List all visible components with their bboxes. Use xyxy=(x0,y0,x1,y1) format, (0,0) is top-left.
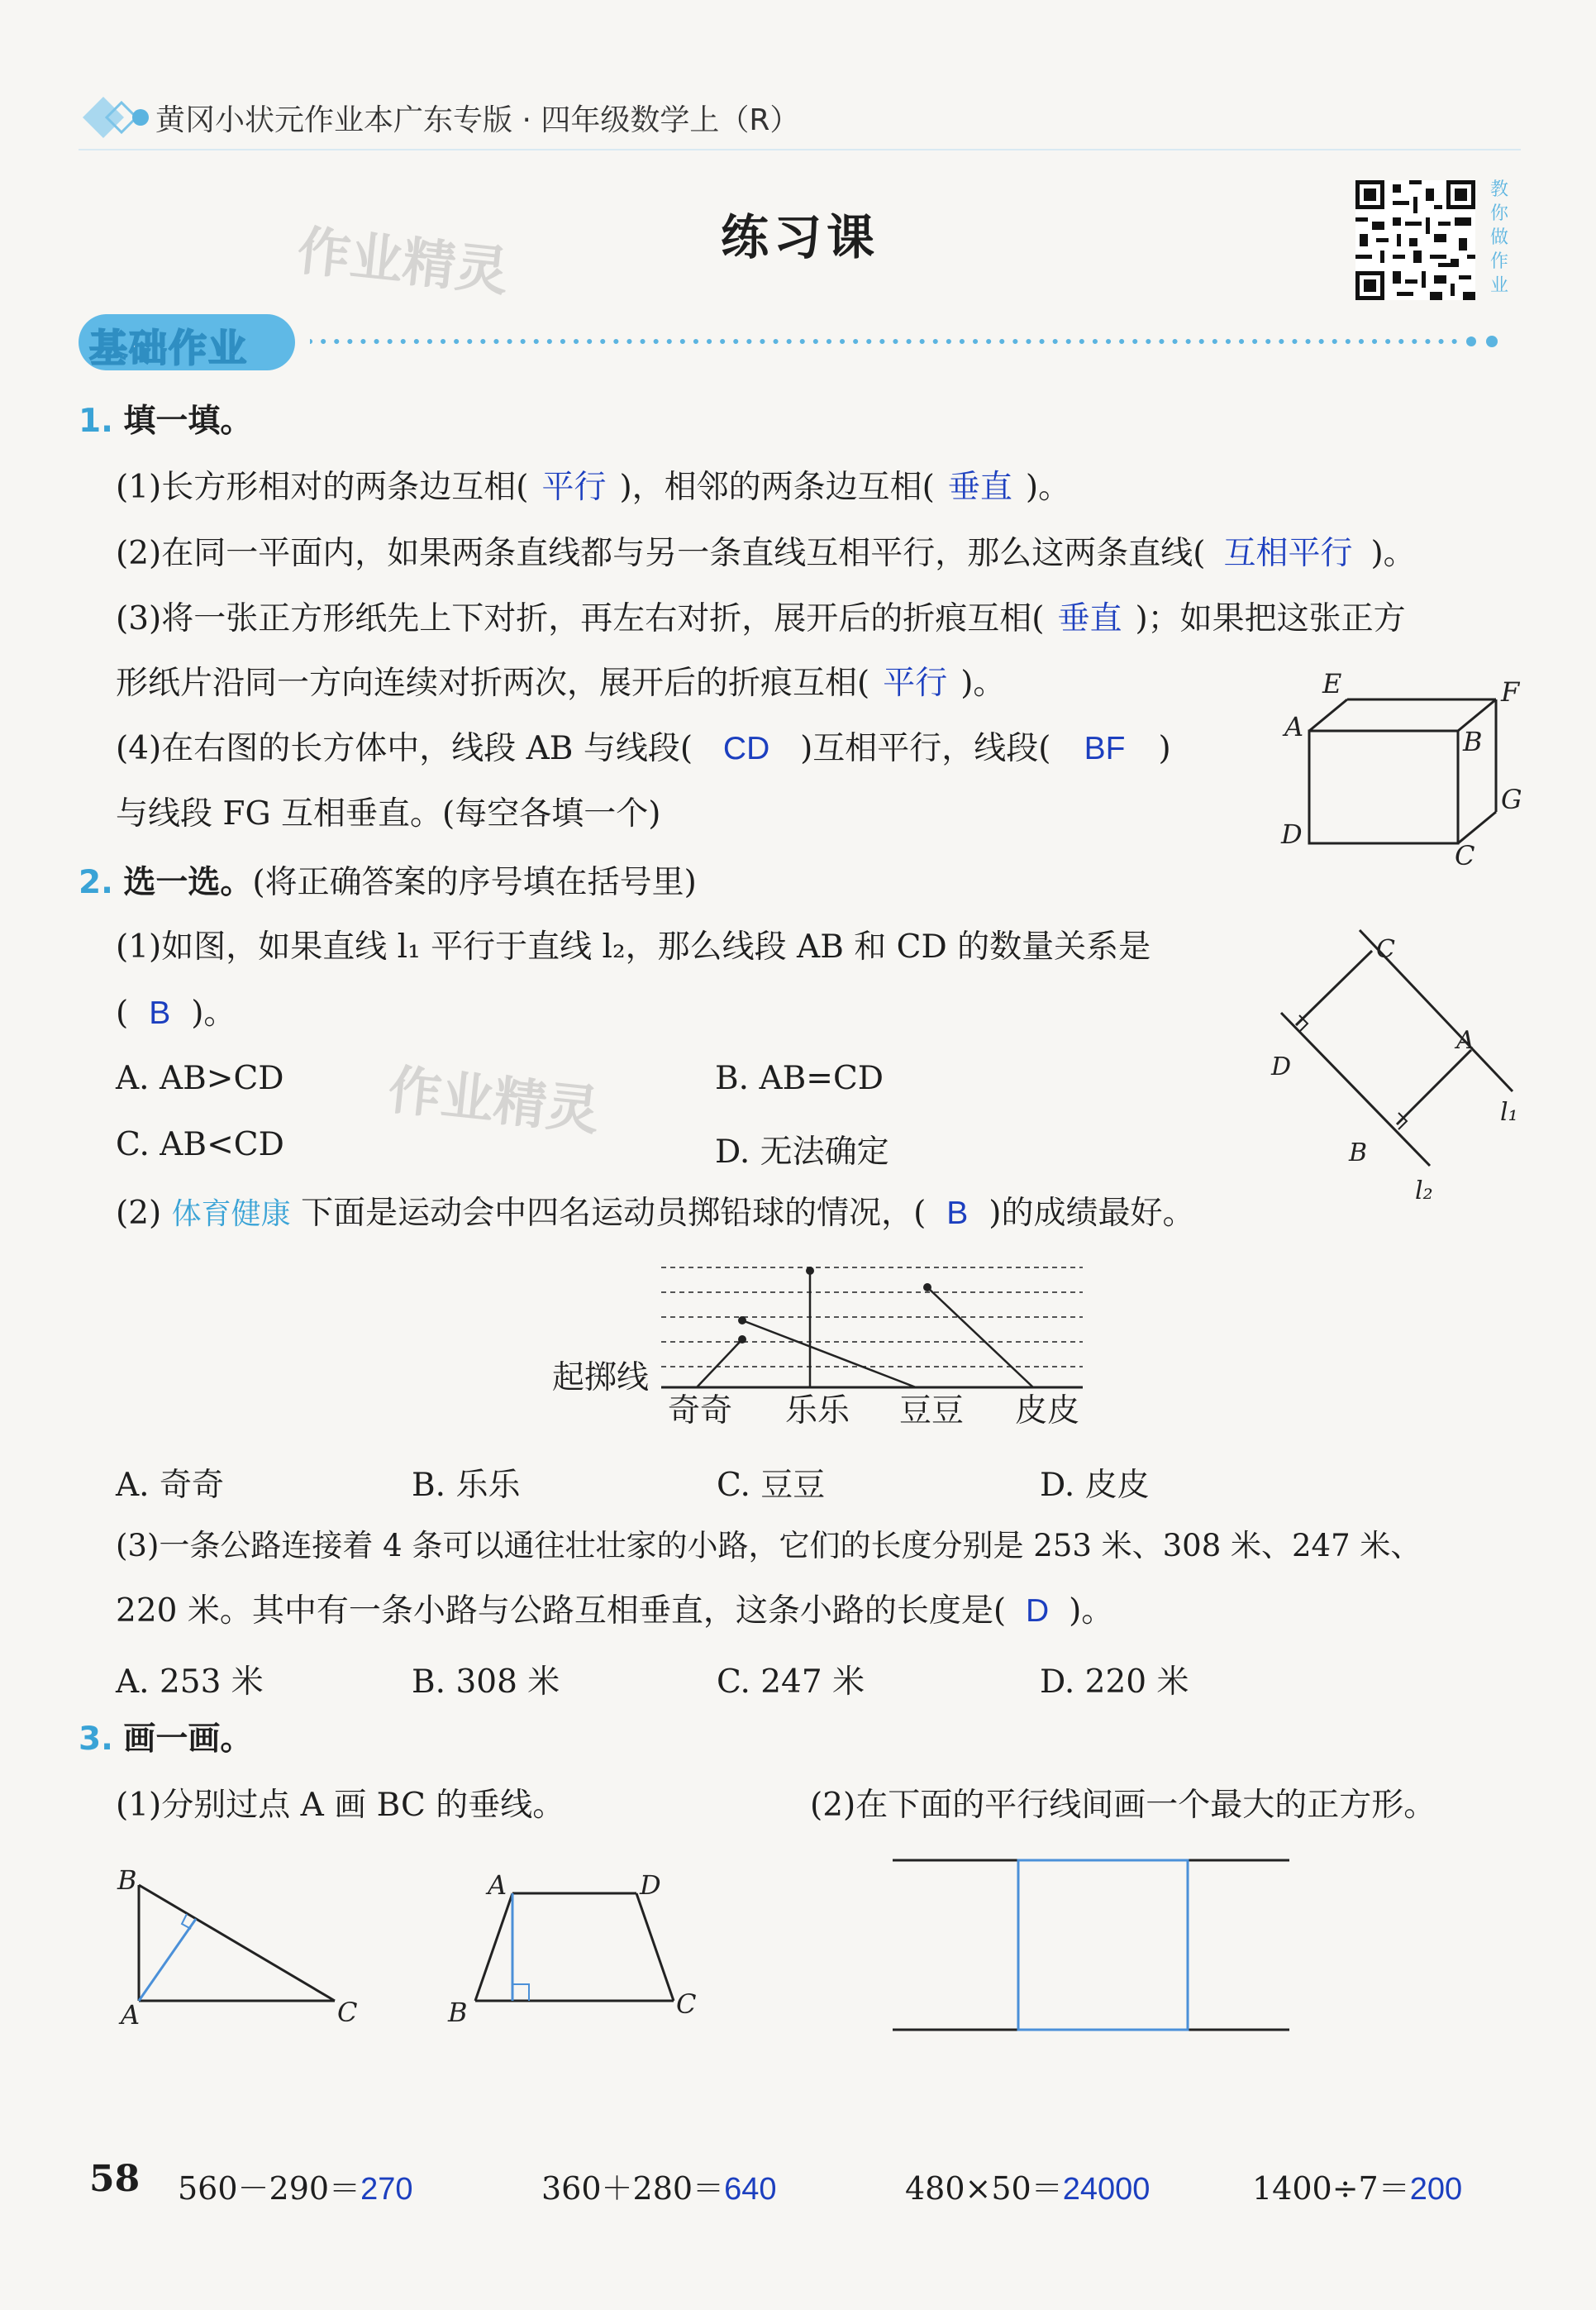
q1-p4: (4)在右图的长方体中，线段 AB 与线段( CD )互相平行，线段( BF ) xyxy=(116,730,1171,767)
athlete-qiqi: 奇奇 xyxy=(668,1392,733,1429)
calc-2: 360＋280＝640 xyxy=(541,2170,777,2207)
q2-p1-option-b[interactable]: B. AB=CD xyxy=(715,1060,884,1097)
q1-p1-answer-1[interactable]: 平行 xyxy=(541,470,607,505)
trap-label-C: C xyxy=(676,1988,697,2020)
page-title: 练习课 xyxy=(721,209,880,265)
triangle-figure[interactable] xyxy=(107,1864,372,2030)
calc-2-answer: 640 xyxy=(724,2172,777,2207)
calc-1-answer: 270 xyxy=(360,2172,413,2207)
q1-p3-answer-1[interactable]: 垂直 xyxy=(1057,601,1122,637)
q3-p1: (1)分别过点 A 画 BC 的垂线。 xyxy=(116,1787,565,1824)
q2-p3-option-b[interactable]: B. 308 米 xyxy=(412,1663,560,1701)
q2-p2-answer[interactable]: B xyxy=(946,1196,969,1231)
q2-p1: (1)如图，如果直线 l₁ 平行于直线 l₂，那么线段 AB 和 CD 的数量关系是 xyxy=(116,928,1151,966)
cuboid-label-E: E xyxy=(1322,668,1342,699)
q2-heading xyxy=(79,863,697,903)
section-badge-label: 基础作业 xyxy=(89,326,248,370)
header-divider xyxy=(79,149,1521,150)
q1-p3b: 形纸片沿同一方向连续对折两次，展开后的折痕互相( 平行 )。 xyxy=(116,665,1006,702)
calc-4: 1400÷7＝200 xyxy=(1252,2170,1463,2207)
q2-p2-option-b[interactable]: B. 乐乐 xyxy=(412,1467,521,1504)
q1-p2-answer[interactable]: 互相平行 xyxy=(1223,536,1353,571)
header-series: 黄冈小状元作业本广东专版 · 四年级数学上（R） xyxy=(155,103,800,137)
q2-p2-option-d[interactable]: D. 皮皮 xyxy=(1040,1467,1150,1504)
athlete-pipi: 皮皮 xyxy=(1015,1392,1080,1429)
fig1-label-l1: l₁ xyxy=(1500,1098,1518,1127)
q2-number: 2. xyxy=(79,864,113,901)
q1-p3-answer-2[interactable]: 平行 xyxy=(883,666,948,701)
tri-label-A: A xyxy=(121,1999,141,2030)
q1-p4-answer-2[interactable]: BF xyxy=(1084,731,1126,766)
q1-heading xyxy=(79,402,252,441)
fig1-label-D: D xyxy=(1271,1052,1292,1081)
q2-p3-line1: (3)一条公路连接着 4 条可以通往壮壮家的小路，它们的长度分别是 253 米、308 米、247 米、 xyxy=(116,1528,1422,1563)
calc-4-answer: 200 xyxy=(1409,2172,1463,2207)
q1-p4b: 与线段 FG 互相垂直。(每空各填一个) xyxy=(116,795,661,833)
page-number: 58 xyxy=(89,2158,141,2200)
q2-title: 选一选。 xyxy=(123,864,253,901)
q2-p1-option-a[interactable]: A. AB>CD xyxy=(116,1060,284,1097)
fig1-label-B: B xyxy=(1349,1138,1368,1167)
q2-p2-tag: 体育健康 xyxy=(171,1197,291,1231)
trap-label-A: A xyxy=(488,1869,507,1901)
q2-p3-option-d[interactable]: D. 220 米 xyxy=(1040,1663,1189,1701)
q3-p2: (2)在下面的平行线间画一个最大的正方形。 xyxy=(810,1787,1436,1824)
q1-number: 1. xyxy=(79,403,113,440)
q1-p2: (2)在同一平面内，如果两条直线都与另一条直线互相平行，那么这两条直线( 互相平行 )。 xyxy=(116,535,1416,572)
cuboid-label-F: F xyxy=(1501,676,1520,708)
q3-heading xyxy=(79,1720,252,1759)
qr-side-label: 教 你 做 作 业 xyxy=(1489,179,1508,296)
q1-p1: (1)长方形相对的两条边互相( 平行 )，相邻的两条边互相( 垂直 )。 xyxy=(116,469,1071,506)
cuboid-figure xyxy=(1273,668,1521,866)
parallel-lines-figure xyxy=(1240,918,1521,1207)
q3-number: 3. xyxy=(79,1721,113,1758)
q2-p3-answer[interactable]: D xyxy=(1025,1593,1050,1629)
q2-note: (将正确答案的序号填在括号里) xyxy=(252,864,697,901)
fig1-label-l2: l₂ xyxy=(1415,1176,1433,1205)
athlete-lele: 乐乐 xyxy=(785,1392,850,1429)
watermark: 作业精灵 xyxy=(294,220,512,304)
cuboid-label-G: G xyxy=(1501,784,1521,815)
q2-p3-line2: 220 米。其中有一条小路与公路互相垂直，这条小路的长度是( D )。 xyxy=(116,1592,1114,1630)
qr-code[interactable] xyxy=(1355,180,1475,300)
watermark-2: 作业精灵 xyxy=(385,1059,603,1143)
q2-p1-option-c[interactable]: C. AB<CD xyxy=(116,1126,284,1163)
q3-title: 画一画。 xyxy=(123,1721,253,1758)
q2-p1-option-d[interactable]: D. 无法确定 xyxy=(715,1134,889,1171)
q1-p1-answer-2[interactable]: 垂直 xyxy=(947,470,1012,505)
trapezoid-figure[interactable] xyxy=(438,1864,711,2030)
trap-label-B: B xyxy=(448,1997,468,2028)
q1-p4-answer-1[interactable]: CD xyxy=(722,731,770,766)
cuboid-label-C: C xyxy=(1455,840,1475,866)
cuboid-label-B: B xyxy=(1463,726,1483,757)
cuboid-label-D: D xyxy=(1281,819,1303,850)
section-dots xyxy=(310,335,1500,346)
q2-p2: (2) 体育健康 下面是运动会中四名运动员掷铅球的情况，( B )的成绩最好。 xyxy=(116,1195,1195,1232)
trap-label-D: D xyxy=(640,1869,661,1901)
calc-1: 560－290＝270 xyxy=(178,2170,413,2207)
calc-3: 480×50＝24000 xyxy=(905,2170,1151,2207)
throw-line-label: 起掷线 xyxy=(552,1359,650,1396)
tri-label-C: C xyxy=(337,1997,358,2028)
fig1-label-C: C xyxy=(1376,935,1395,964)
tri-label-B: B xyxy=(117,1864,137,1896)
calc-3-answer: 24000 xyxy=(1062,2172,1151,2207)
q1-title: 填一填。 xyxy=(123,403,253,440)
q1-p3: (3)将一张正方形纸先上下对折，再左右对折，展开后的折痕互相( 垂直 )；如果把这张正方 xyxy=(116,600,1406,637)
q2-p2-option-c[interactable]: C. 豆豆 xyxy=(717,1467,826,1504)
q2-p1-answer[interactable]: B xyxy=(149,995,171,1031)
q2-p1-answer-line: ( B )。 xyxy=(116,995,236,1032)
athlete-doudou: 豆豆 xyxy=(899,1392,965,1429)
cuboid-label-A: A xyxy=(1284,711,1304,742)
q2-p2-option-a[interactable]: A. 奇奇 xyxy=(116,1467,224,1504)
square-drawing-area[interactable] xyxy=(884,1844,1298,2042)
header-ornament-icon xyxy=(79,93,153,142)
fig1-label-A: A xyxy=(1456,1026,1475,1055)
q2-p3-option-a[interactable]: A. 253 米 xyxy=(116,1663,264,1701)
q2-p3-option-c[interactable]: C. 247 米 xyxy=(717,1663,865,1701)
